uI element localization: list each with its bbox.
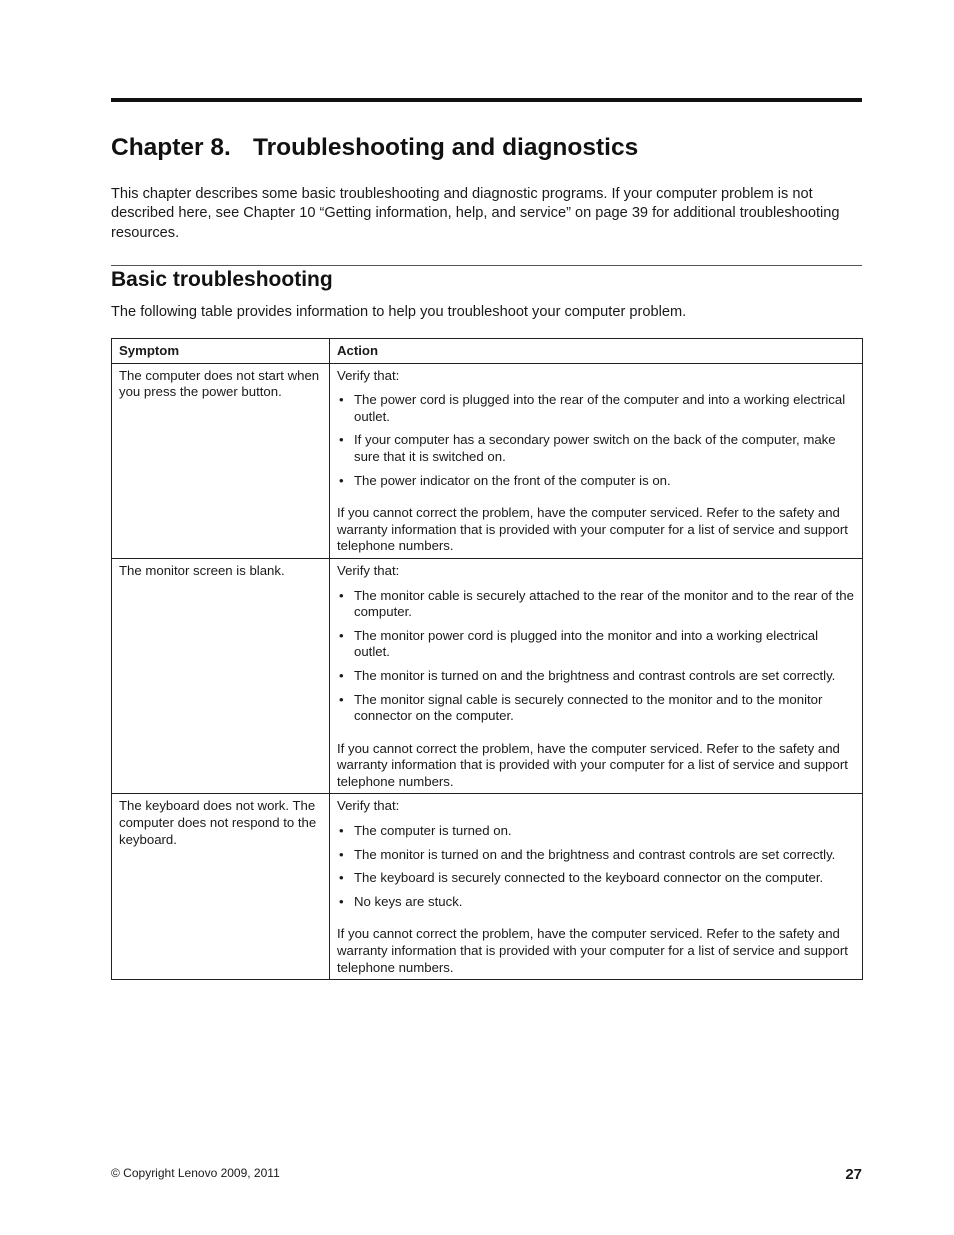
chapter-name: Troubleshooting and diagnostics (253, 134, 639, 161)
table-row (112, 363, 863, 558)
list-item: • The computer is turned on. (339, 823, 512, 839)
action-cell (330, 558, 863, 794)
service-note: If you cannot correct the problem, have the computer serviced. Refer to the safety and warranty information that is provided with your computer for a list of service and support telephone numbers. (337, 505, 848, 554)
list-item: • The monitor is turned on and the brightness and contrast controls are set correctly. (339, 667, 836, 683)
top-rule (111, 98, 862, 102)
section-rule (111, 265, 862, 266)
list-item: • The monitor cable is securely attached to the rear of the monitor and to the rear of the computer. (339, 587, 854, 620)
list-item: • If your computer has a secondary power switch on the back of the computer, make sure that it is switched on. (339, 432, 836, 464)
table-row (112, 558, 863, 794)
chapter-title (111, 134, 638, 162)
bullet-icon: • (339, 846, 344, 862)
header-symptom: Symptom (112, 339, 330, 364)
service-note: If you cannot correct the problem, have the computer serviced. Refer to the safety and warranty information that is provided with your computer for a list of service and support telephone numbers. (337, 926, 848, 975)
action-list (337, 392, 856, 489)
bullet-icon: • (339, 893, 344, 909)
verify-label: Verify that: (337, 798, 400, 814)
symptom-cell: The keyboard does not work. The computer does not respond to the keyboard. (112, 794, 330, 980)
header-action: Action (330, 339, 863, 364)
section-lead: The following table provides information to help you troubleshoot your computer problem. (111, 304, 687, 320)
bullet-icon: • (339, 870, 344, 886)
action-cell (330, 794, 863, 980)
list-item: • The monitor is turned on and the brightness and contrast controls are set correctly. (339, 846, 836, 862)
list-item: • No keys are stuck. (339, 893, 463, 909)
chapter-number: Chapter 8. (111, 134, 231, 161)
verify-label: Verify that: (337, 562, 400, 578)
list-item: • The monitor signal cable is securely connected to the monitor and to the monitor connector on the computer. (339, 691, 823, 724)
service-note: If you cannot correct the problem, have the computer serviced. Refer to the safety and warranty information that is provided with your computer for a list of service and support telephone numbers. (337, 740, 848, 789)
verify-label: Verify that: (337, 367, 400, 383)
bullet-icon: • (339, 823, 344, 839)
footer-copyright: © Copyright Lenovo 2009, 2011 (111, 1166, 280, 1180)
bullet-icon: • (339, 587, 344, 603)
page-number: 27 (845, 1166, 862, 1183)
list-item: • The power cord is plugged into the rear of the computer and into a working electrical outlet. (339, 392, 846, 424)
chapter-intro: This chapter describes some basic troubleshooting and diagnostic programs. If your computer problem is not described here, see Chapter 10 “Getting information, help, and service” on page 39 for additional troubleshooting resources. (111, 186, 840, 241)
bullet-icon: • (339, 691, 344, 707)
list-item: • The keyboard is securely connected to the keyboard connector on the computer. (339, 870, 824, 886)
action-list (337, 823, 856, 910)
bullet-icon: • (339, 472, 344, 488)
troubleshooting-table (111, 338, 863, 980)
symptom-cell: The monitor screen is blank. (112, 558, 330, 794)
table-row (112, 794, 863, 980)
action-cell (330, 363, 863, 558)
list-item: • The power indicator on the front of the computer is on. (339, 472, 671, 488)
bullet-icon: • (339, 432, 344, 448)
bullet-icon: • (339, 392, 344, 408)
symptom-cell: The computer does not start when you press the power button. (112, 363, 330, 558)
section-title: Basic troubleshooting (111, 268, 333, 291)
bullet-icon: • (339, 627, 344, 643)
list-item: • The monitor power cord is plugged into the monitor and into a working electrical outlet. (339, 627, 819, 660)
action-list (337, 588, 856, 725)
bullet-icon: • (339, 667, 344, 683)
table-header-row (112, 339, 863, 364)
